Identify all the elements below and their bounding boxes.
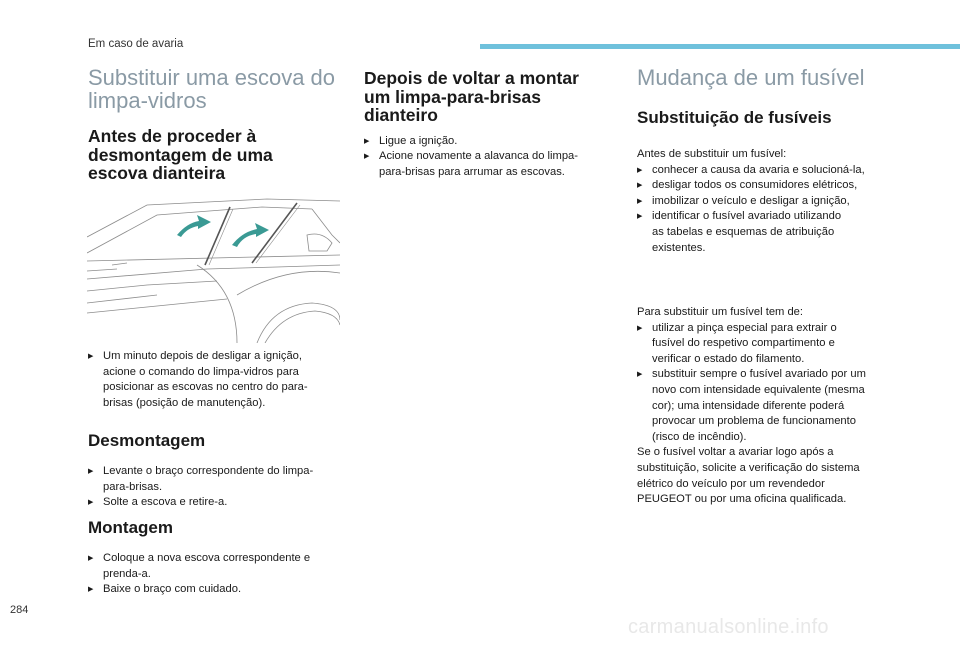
bullet-item [88,495,348,511]
bullet-marker-icon: ▶ [637,371,643,379]
heading-fuse-replacement: Substituição de fusíveis [637,108,832,127]
bullet-marker-icon: ▶ [88,353,94,360]
bullet-item [88,464,348,495]
bullet-text-line: Um minuto depois de desligar a ignição, [103,350,302,362]
bullet-text-line: Acione novamente a alavanca do limpa- [379,150,579,163]
bullet-text-line: para-brisas para arrumar as escovas. [379,165,565,178]
bullet-text-line: Coloque a nova escova correspondente e [103,552,311,564]
bullet-text-line: cor); uma intensidade diferente poderá [652,399,845,412]
heading-before-removal [88,127,348,183]
bullet-item [364,149,604,180]
before-removal-bullets [88,349,348,411]
running-header: Em caso de avaria [88,38,184,50]
bullet-text-line: Levante o braço correspondente do limpa- [103,465,314,477]
bullet-text-line: as tabelas e esquemas de atribuição [652,225,835,238]
fuse-intro-2: Para substituir um fusível tem de: [637,306,804,318]
bullet-item [637,209,897,256]
bullet-text-line: existentes. [652,241,706,254]
closing-line: Se o fusível voltar a avariar logo após a [637,446,834,459]
closing-line: PEUGEOT ou por uma oficina qualificada. [637,493,847,506]
bullet-marker-icon: ▶ [637,182,643,190]
section-title-wiper [88,66,348,112]
page-number: 284 [10,604,29,616]
bullet-text-line: posicionar as escovas no centro do para- [103,381,308,394]
bullet-list [637,163,897,257]
heading-removal: Desmontagem [88,431,206,450]
bullet-item [637,178,897,194]
bullet-marker-icon: ▶ [88,499,94,507]
bullet-item [637,163,897,179]
bullet-text-line: identificar o fusível avariado utilizando [652,210,842,223]
column-after-refitting [364,66,604,180]
bullet-text-line: fusível do respetivo compartimento e [652,337,835,350]
bullet-text-line: para-brisas. [103,480,163,493]
bullet-list [364,134,604,181]
bullet-marker-icon: ▶ [364,137,370,145]
heading-fitting: Montagem [88,518,173,537]
bullet-item [88,349,348,411]
bullet-marker-icon: ▶ [88,555,94,562]
bullet-text-line: acione o comando do limpa-vidros para [103,365,299,378]
bullet-list [88,551,348,598]
heading-line: Antes de proceder à [88,126,257,146]
bullet-text-line: prenda-a. [103,567,151,580]
fuse-closing-paragraph [637,445,902,507]
bullet-text-line: conhecer a causa da avaria e solucioná-la, [652,163,865,176]
bullet-text-line: (risco de incêndio). [652,430,747,443]
bullet-item [88,582,348,598]
heading-line: Depois de voltar a montar [364,68,579,88]
bullet-marker-icon: ▶ [637,197,643,205]
fitting-section [88,519,348,598]
closing-line: substituição, solicite a verificação do sistema [637,461,860,474]
windscreen-wiper-illustration [87,195,340,343]
bullet-text-line: provocar um problema de funcionamento [652,415,856,428]
title-line: Substituir uma escova do [88,65,336,90]
bullet-text-line: desligar todos os consumidores elétricos, [652,179,858,192]
bullet-marker-icon: ▶ [88,586,94,594]
bullet-marker-icon: ▶ [637,324,643,332]
heading-line: dianteiro [364,105,438,125]
bullet-text-line: imobilizar o veículo e desligar a ignição, [652,194,850,207]
removal-section [88,432,348,511]
closing-line: elétrico do veículo por um revendedor [637,477,825,490]
heading-line: um limpa-para-brisas [364,86,541,107]
fuse-intro: Antes de substituir um fusível: [637,148,787,160]
title-line: limpa-vidros [88,88,207,113]
column-wiper-blade [88,66,348,183]
bullet-text-line: Baixe o braço com cuidado. [103,583,242,596]
bullet-marker-icon: ▶ [637,213,643,221]
bullet-marker-icon: ▶ [364,153,370,161]
bullet-item [637,194,897,210]
bullet-marker-icon: ▶ [88,468,94,475]
bullet-item [637,367,902,445]
fuse-procedure [637,305,902,508]
bullet-text-line: substituir sempre o fusível avariado por um [652,368,866,381]
arrow-up-icon [177,215,211,237]
bullet-list [88,464,348,511]
column-fuse [637,66,897,256]
bullet-item [364,134,604,150]
bullet-list [88,349,348,411]
bullet-text-line: Ligue a ignição. [379,134,458,147]
bullet-list [637,321,902,446]
heading-line: escova dianteira [88,163,226,183]
bullet-text-line: utilizar a pinça especial para extrair o [652,321,837,334]
bullet-text-line: verificar o estado do filamento. [652,352,805,365]
heading-line: desmontagem de uma [88,144,273,165]
arrow-up-icon [232,223,269,247]
bullet-text-line: novo com intensidade equivalente (mesma [652,383,865,396]
bullet-text-line: Solte a escova e retire-a. [103,496,228,509]
header-accent-bar [480,44,960,49]
bullet-item [637,321,902,368]
bullet-item [88,551,348,582]
section-title-fuse: Mudança de um fusível [637,65,865,90]
heading-after-refitting [364,69,604,125]
watermark: carmanualsonline.info [628,616,829,638]
bullet-text-line: brisas (posição de manutenção). [103,396,266,409]
bullet-marker-icon: ▶ [637,166,643,174]
